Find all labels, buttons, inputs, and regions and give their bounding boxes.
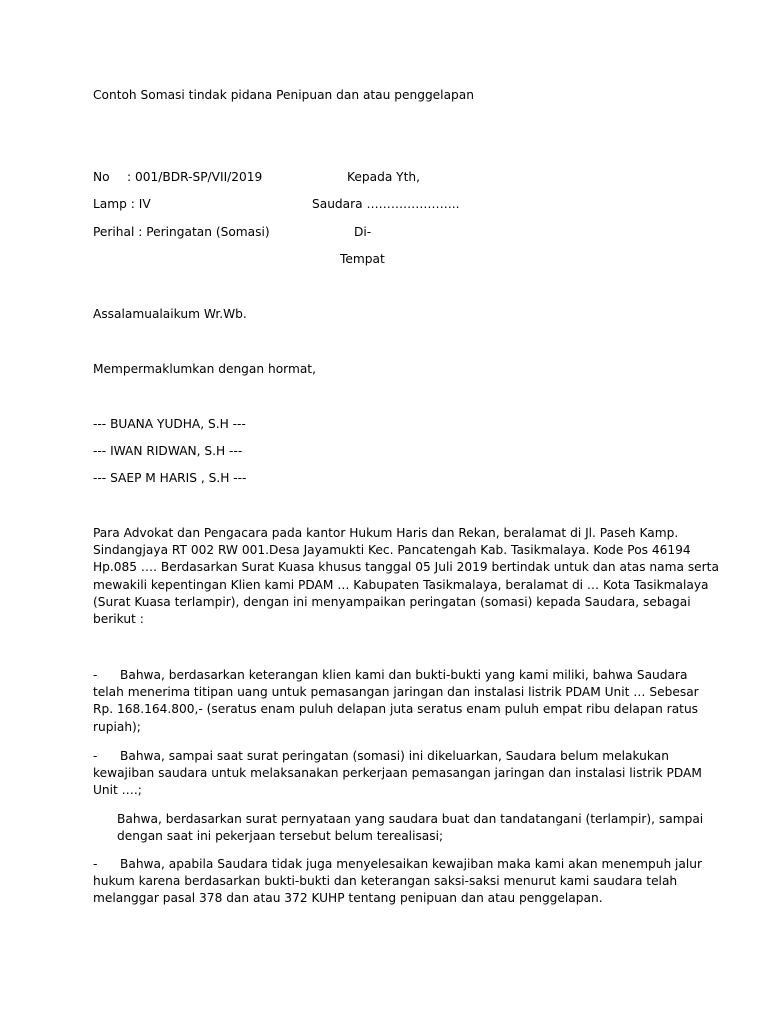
point-item xyxy=(93,748,702,800)
point-item xyxy=(117,811,704,845)
saudara-recipient: Saudara ………………….. xyxy=(312,197,460,211)
point-text-line: hukum karena berdasarkan bukti-bukti dan keterangan saksi-saksi menurut kami saudara telah xyxy=(93,874,678,889)
paragraph-line: (Surat Kuasa terlampir), dengan ini menyampaikan peringatan (somasi) kepada Saudara, sebagai xyxy=(93,594,691,609)
point-text-line: dengan saat ini pekerjaan tersebut belum terealisasi; xyxy=(117,829,444,844)
lampiran: Lamp : IV xyxy=(93,197,151,211)
point-text-line: Bahwa, berdasarkan keterangan klien kami dan bukti-bukti yang kami miliki, bahwa Saudara xyxy=(120,668,688,682)
bullet-dash: - xyxy=(93,857,98,871)
point-text-line: Bahwa, sampai saat surat peringatan (somasi) ini dikeluarkan, Saudara belum melakukan xyxy=(120,749,669,763)
salam-pembuka: Assalamualaikum Wr.Wb. xyxy=(93,307,247,321)
paragraph-line: berikut : xyxy=(93,612,144,627)
point-text-line: telah menerima titipan uang untuk pemasangan jaringan dan instalasi listrik PDAM Unit … Sebesar xyxy=(93,685,699,700)
point-text-line: kewajiban saudara untuk melaksanakan perkerjaan pemasangan jaringan dan instalasi listrik PDAM xyxy=(93,766,702,781)
point-text-line: rupiah); xyxy=(93,719,141,734)
paragraph-line: Hp.085 …. Berdasarkan Surat Kuasa khusus tanggal 05 Juli 2019 bertindak untuk dan atas nama serta xyxy=(93,560,719,575)
document-title: Contoh Somasi tindak pidana Penipuan dan atau penggelapan xyxy=(93,88,474,102)
advokat-name: --- SAEP M HARIS , S.H --- xyxy=(93,471,247,485)
di-label: Di- xyxy=(354,225,372,239)
intro-paragraph xyxy=(93,525,719,628)
paragraph-line: Sindangjaya RT 002 RW 001.Desa Jayamukti Kec. Pancatengah Kab. Tasikmalaya. Kode Pos 46194 xyxy=(93,543,691,558)
point-text-line: Unit ….; xyxy=(93,783,142,798)
point-item xyxy=(93,856,703,908)
tempat-label: Tempat xyxy=(340,252,385,266)
point-text-line: Bahwa, apabila Saudara tidak juga menyelesaikan kewajiban maka kami akan menempuh jalur xyxy=(120,857,703,871)
nomor-label: No xyxy=(93,170,110,184)
nomor-value: : 001/BDR-SP/VII/2019 xyxy=(127,170,263,184)
paragraph-line: Para Advokat dan Pengacara pada kantor Hukum Haris dan Rekan, beralamat di Jl. Paseh Kamp. xyxy=(93,526,679,540)
paragraph-line: mewakili kepentingan Klien kami PDAM … Kabupaten Tasikmalaya, beralamat di … Kota Tasikmalaya xyxy=(93,577,709,592)
advokat-name: --- IWAN RIDWAN, S.H --- xyxy=(93,444,243,458)
advokat-name: --- BUANA YUDHA, S.H --- xyxy=(93,417,246,431)
point-text-line: Rp. 168.164.800,- (seratus enam puluh delapan juta seratus enam puluh empat ribu delapan ratus xyxy=(93,702,699,717)
point-item xyxy=(93,667,699,736)
point-text-line: Bahwa, berdasarkan surat pernyataan yang saudara buat dan tandatangani (terlampir), sampai xyxy=(117,812,704,826)
point-text-line: melanggar pasal 378 dan atau 372 KUHP tentang penipuan dan atau penggelapan. xyxy=(93,891,603,906)
bullet-dash: - xyxy=(93,668,98,682)
pembuka-hormat: Mempermaklumkan dengan hormat, xyxy=(93,362,316,376)
bullet-dash: - xyxy=(93,749,98,763)
kepada-yth: Kepada Yth, xyxy=(347,170,420,184)
perihal: Perihal : Peringatan (Somasi) xyxy=(93,225,270,239)
